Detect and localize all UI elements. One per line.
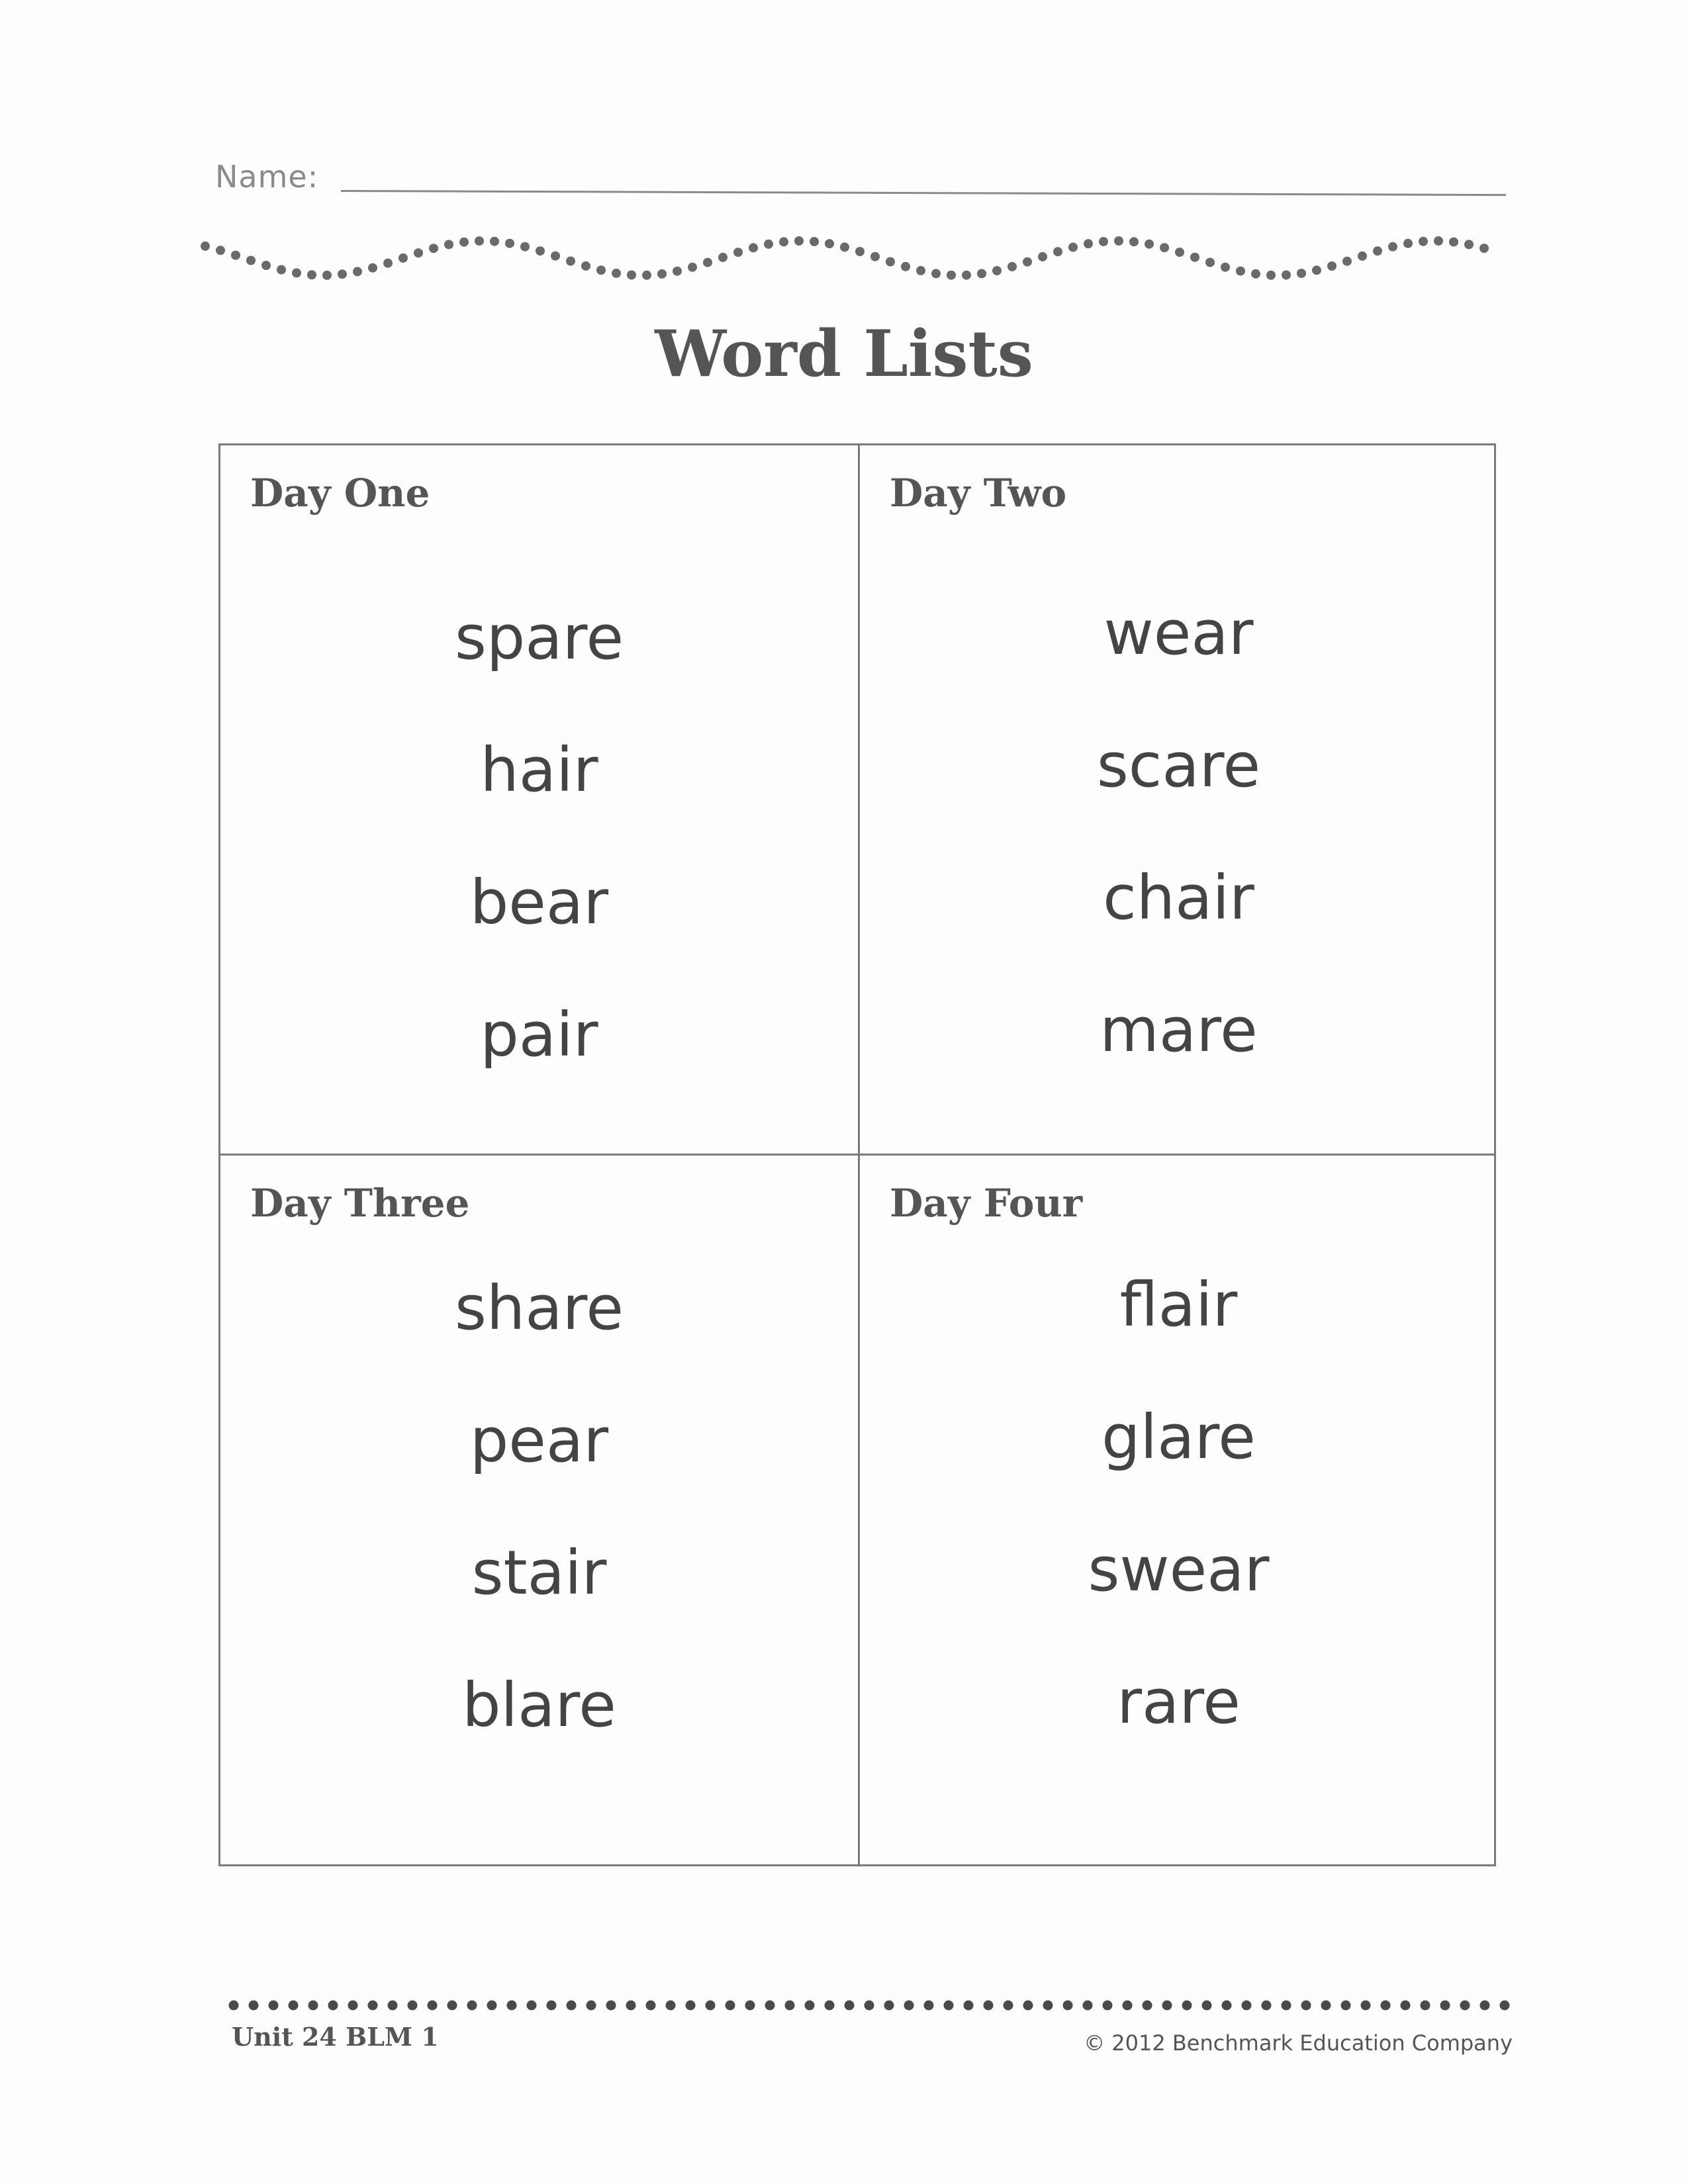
footer-dot (805, 2001, 815, 2011)
wave-dot (962, 271, 971, 280)
footer-dot (706, 2001, 716, 2011)
footer-dot (904, 2001, 914, 2011)
wave-dot (673, 267, 682, 276)
wave-dot (870, 252, 880, 261)
footer-dot (1023, 2001, 1033, 2011)
wave-dot (353, 267, 362, 276)
footer-dot (785, 2001, 795, 2011)
word-item: flair (1119, 1269, 1238, 1340)
wave-dot (810, 237, 819, 246)
wave-dot (855, 247, 865, 256)
wave-dot (977, 269, 986, 278)
footer-dot (1401, 2001, 1411, 2011)
footer-dot (865, 2001, 874, 2011)
cell-day-two (860, 445, 1497, 1154)
footer-dot (1421, 2001, 1430, 2011)
wave-dot (383, 259, 393, 268)
word-item: mare (1100, 995, 1258, 1066)
footer-dot (1143, 2001, 1152, 2011)
wave-dot (429, 244, 438, 253)
footer-dot (984, 2001, 994, 2011)
footer-dot (408, 2001, 418, 2011)
footer-dot (467, 2001, 477, 2011)
word-item: wear (1103, 598, 1254, 668)
footer-dot (507, 2001, 517, 2011)
footer-dot (229, 2001, 239, 2011)
footer-dot (1301, 2001, 1311, 2011)
footer-dot (1202, 2001, 1212, 2011)
footer-dot (626, 2001, 636, 2011)
footer-dot (428, 2001, 438, 2011)
wave-dot (749, 243, 758, 252)
wave-dot (596, 265, 606, 275)
cell-heading: Day Two (890, 471, 1067, 516)
wave-dot (277, 265, 286, 275)
wave-dot (459, 238, 469, 247)
word-item: swear (1088, 1534, 1270, 1605)
footer-dot (1162, 2001, 1172, 2011)
footer-dot (1440, 2001, 1450, 2011)
footer-dot (1083, 2001, 1093, 2011)
wave-dot (1221, 263, 1230, 272)
footer-dot (944, 2001, 954, 2011)
wave-dot (886, 257, 895, 267)
wave-dot (490, 237, 499, 246)
footer-dot (686, 2001, 696, 2011)
wave-dot (733, 248, 743, 257)
wave-dot (1114, 236, 1123, 246)
footer-dot (447, 2001, 457, 2011)
wave-dot (1053, 247, 1062, 256)
footer-dot (1460, 2001, 1470, 2011)
wave-dot (1342, 257, 1352, 266)
wave-dot (292, 268, 301, 277)
word-item: rare (1117, 1666, 1241, 1737)
wave-dot (216, 246, 225, 255)
footer-dot (1480, 2001, 1490, 2011)
footer-dot (666, 2001, 676, 2011)
footer-dot (884, 2001, 894, 2011)
wave-dot (840, 242, 849, 251)
wave-dot (1236, 267, 1245, 276)
wave-dot (1297, 269, 1306, 278)
copyright-notice: © 2012 Benchmark Education Company (1084, 2030, 1513, 2056)
wave-dot (642, 271, 651, 280)
wave-dot (1373, 246, 1382, 255)
name-write-line (341, 190, 1506, 196)
wave-dot (1129, 237, 1139, 246)
wave-dot (1327, 261, 1336, 271)
word-item: bear (469, 867, 609, 938)
wave-dot (1282, 271, 1291, 280)
wave-dot (1038, 252, 1047, 261)
wave-dot (566, 257, 575, 266)
page-title: Word Lists (655, 316, 1033, 391)
wave-dot (581, 261, 590, 271)
footer-dot (606, 2001, 616, 2011)
wave-dot (231, 251, 240, 260)
cell-day-four (860, 1156, 1497, 1866)
footer-dot (1043, 2001, 1053, 2011)
cell-day-three (220, 1156, 858, 1866)
footer-dot (547, 2001, 557, 2011)
wave-dot (1434, 236, 1443, 246)
wave-dot (307, 270, 316, 279)
cell-heading: Day One (250, 471, 430, 516)
word-item: scare (1096, 730, 1261, 801)
word-item: blare (462, 1670, 616, 1741)
wave-dot (261, 261, 271, 270)
wave-dot (246, 256, 256, 265)
footer-dot (567, 2001, 577, 2011)
wave-dot (779, 237, 788, 246)
wave-dot (794, 236, 804, 246)
wave-dot (612, 269, 621, 278)
wave-dot (1419, 237, 1428, 246)
footer-dot (1242, 2001, 1252, 2011)
wave-dot (444, 240, 453, 250)
footer-dot (1262, 2001, 1272, 2011)
footer-dot (388, 2001, 398, 2011)
wave-dot (399, 253, 408, 263)
wave-dot (536, 246, 545, 255)
wave-dot (520, 242, 530, 251)
name-label: Name: (215, 159, 319, 195)
footer-dot (289, 2001, 299, 2011)
footer-dot (269, 2001, 279, 2011)
wave-dot (764, 240, 773, 249)
word-item: stair (471, 1537, 607, 1608)
wave-dot (1084, 239, 1093, 248)
footer-dot (368, 2001, 378, 2011)
wave-dot (688, 263, 697, 272)
cell-day-one (220, 445, 858, 1154)
cell-heading: Day Three (250, 1181, 470, 1226)
word-list-grid (218, 443, 1496, 1866)
wave-dot (718, 253, 727, 262)
wave-dot (1008, 262, 1017, 271)
wave-dot (1205, 258, 1215, 267)
wave-dot (1099, 237, 1108, 246)
wave-dot (201, 242, 210, 251)
wave-dot (947, 271, 956, 280)
cell-heading: Day Four (890, 1181, 1083, 1226)
wave-dot (1449, 238, 1458, 247)
wave-dot (338, 269, 347, 279)
word-item: share (454, 1273, 624, 1343)
footer-dot (1182, 2001, 1192, 2011)
wave-dot (992, 266, 1002, 275)
wave-dot (1175, 248, 1184, 257)
footer-dot (964, 2001, 974, 2011)
wave-dot (931, 269, 941, 278)
wave-dot (1023, 257, 1032, 267)
wave-dot (475, 236, 484, 246)
footer-dot (487, 2001, 497, 2011)
word-item: glare (1102, 1402, 1256, 1473)
footer-dot (1381, 2001, 1391, 2011)
footer-dotted-rule (228, 1995, 1513, 2015)
wave-dot (657, 269, 667, 279)
footer-dot (1341, 2001, 1351, 2011)
footer-dot (745, 2001, 755, 2011)
footer-dot (1321, 2001, 1331, 2011)
wave-dot (551, 251, 560, 261)
wave-dot (1388, 242, 1397, 251)
wave-dot (1068, 243, 1078, 252)
wave-dot (1358, 251, 1367, 261)
footer-dot (1222, 2001, 1232, 2011)
footer-dot (328, 2001, 338, 2011)
footer-dot (646, 2001, 656, 2011)
wave-dot (627, 271, 636, 280)
footer-dot (845, 2001, 855, 2011)
wave-dot (1479, 244, 1489, 253)
footer-dot (765, 2001, 775, 2011)
footer-dot (1103, 2001, 1113, 2011)
wave-dot (825, 239, 834, 248)
footer-dot (1004, 2001, 1013, 2011)
word-item: hair (480, 735, 598, 805)
word-item: pear (469, 1405, 609, 1476)
footer-dot (726, 2001, 735, 2011)
footer-dot (1282, 2001, 1291, 2011)
footer-dot (586, 2001, 596, 2011)
unit-label: Unit 24 BLM 1 (232, 2022, 439, 2052)
footer-dot (308, 2001, 318, 2011)
word-item: pair (480, 999, 598, 1070)
wave-dot (1266, 271, 1276, 280)
footer-dot (1123, 2001, 1133, 2011)
wave-dot (322, 271, 332, 280)
footer-dot (1063, 2001, 1073, 2011)
footer-dot (825, 2001, 835, 2011)
wave-dot (1464, 240, 1474, 249)
footer-dot (348, 2001, 358, 2011)
wave-dot (1312, 265, 1321, 275)
word-item: spare (454, 602, 624, 673)
word-item: chair (1103, 862, 1254, 933)
wave-dot (1251, 269, 1260, 279)
wave-dot (1403, 239, 1413, 248)
wave-dot (901, 262, 910, 271)
wavy-dotted-divider (199, 218, 1496, 298)
wave-dot (703, 258, 712, 267)
wave-dot (1190, 253, 1199, 262)
wave-dot (505, 239, 514, 248)
footer-dot (527, 2001, 537, 2011)
footer-dot (249, 2001, 259, 2011)
wave-dot (414, 248, 423, 257)
footer-dot (1500, 2001, 1510, 2011)
footer-dot (924, 2001, 934, 2011)
wave-dot (1145, 240, 1154, 249)
footer-dot (1361, 2001, 1371, 2011)
wave-dot (368, 263, 377, 273)
wave-dot (916, 266, 925, 275)
wave-dot (1160, 243, 1169, 252)
